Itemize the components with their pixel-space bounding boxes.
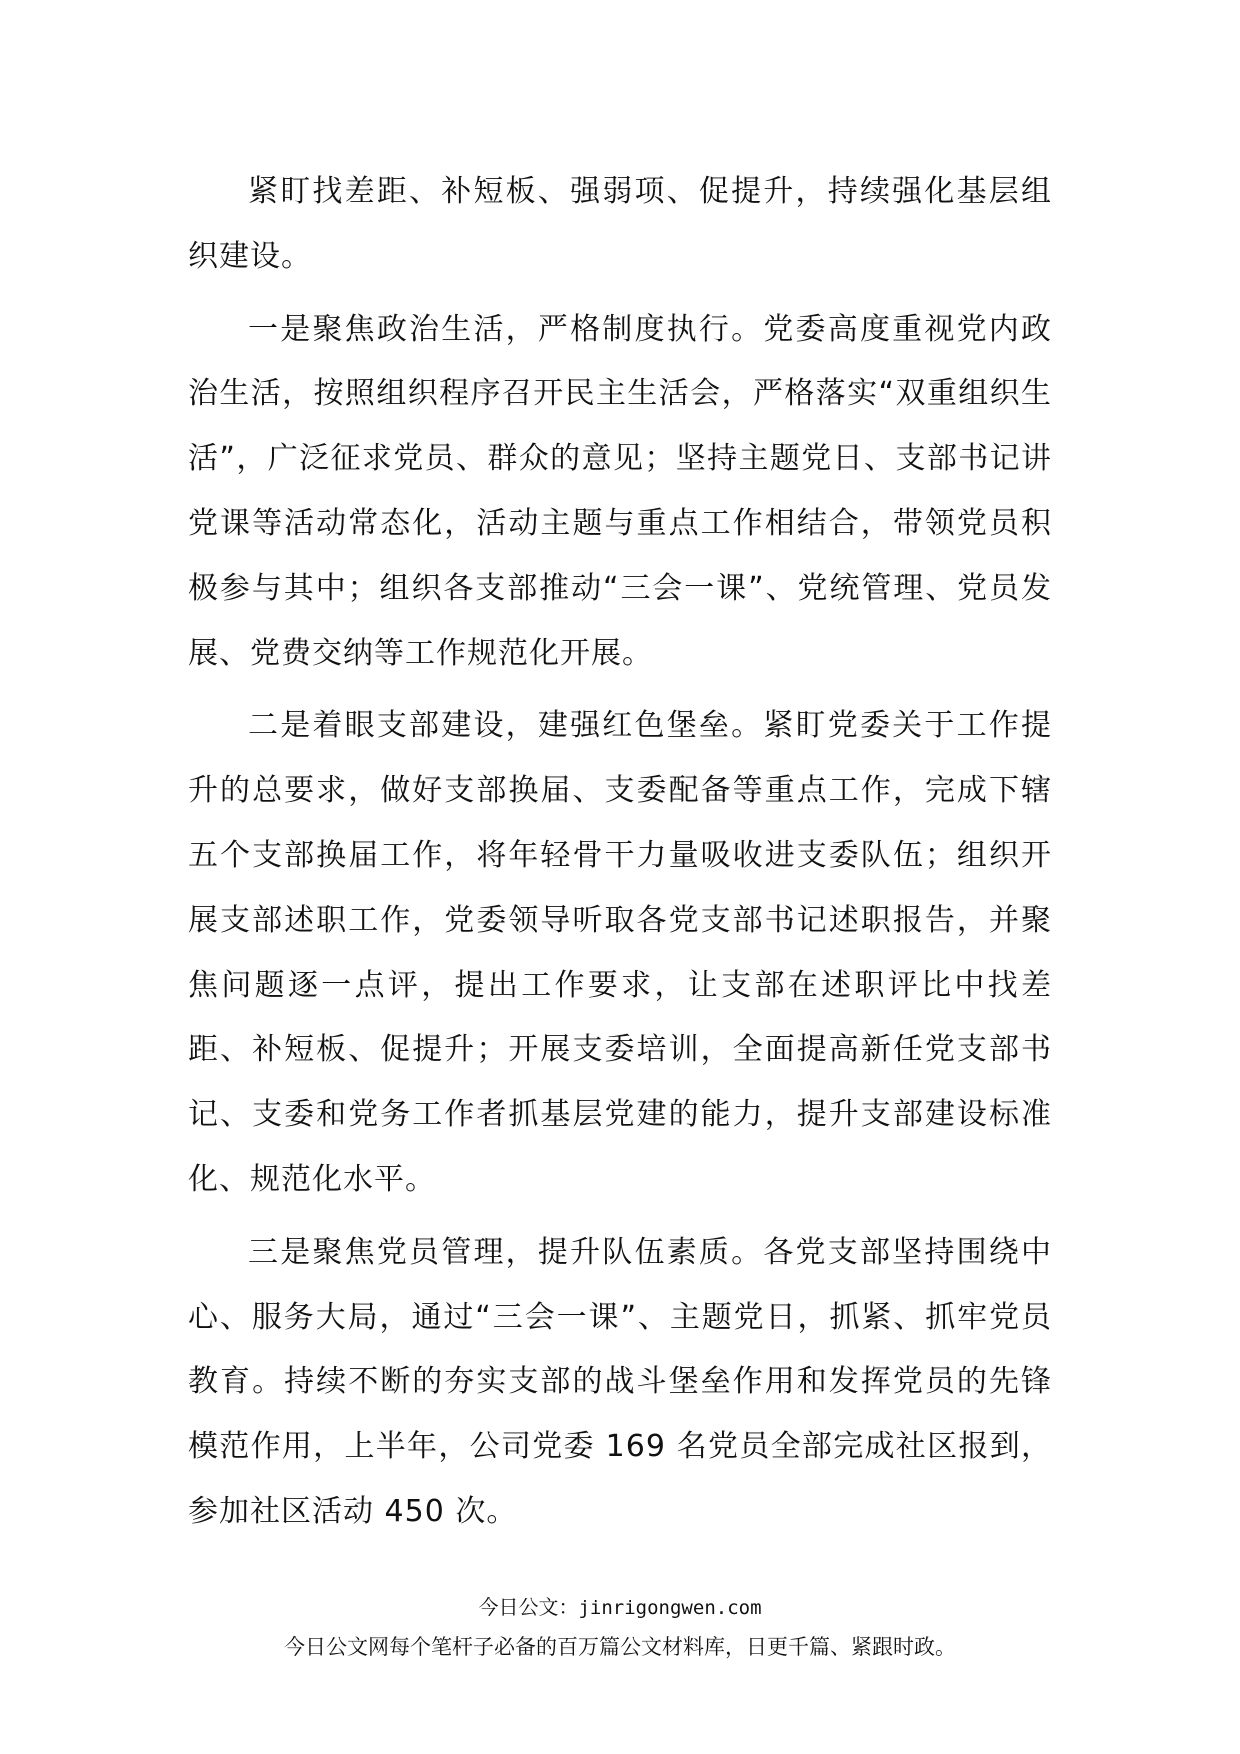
footer-slogan: 今日公文网每个笔杆子必备的百万篇公文材料库，日更千篇、紧跟时政。: [284, 1635, 956, 1659]
document-body: [188, 160, 1052, 1549]
paragraph-intro: 紧盯找差距、补短板、强弱项、促提升，持续强化基层组织建设。: [188, 174, 1052, 274]
paragraph-branch-building: 二是着眼支部建设，建强红色堡垒。紧盯党委关于工作提升的总要求，做好支部换届、支委配备等重点工作，完成下辖五个支部换届工作，将年轻骨干力量吸收进支委队伍；组织开展支部述职工作，党委领导听取各党支部书记述职报告，并聚焦问题逐一点评，提出工作要求，让支部在述职评比中找差距、补短板、促提升；开展支委培训，全面提高新任党支部书记、支委和党务工作者抓基层党建的能力，提升支部建设标准化、规范化水平。: [188, 708, 1052, 1197]
footer-label: 今日公文：: [478, 1595, 579, 1619]
footer-source: [0, 1592, 1240, 1623]
footer-site-link[interactable]: jinrigongwen.com: [578, 1597, 762, 1619]
paragraph-political-life: 一是聚焦政治生活，严格制度执行。党委高度重视党内政治生活，按照组织程序召开民主生活会，严格落实“双重组织生活”，广泛征求党员、群众的意见；坚持主题党日、支部书记讲党课等活动常态化，活动主题与重点工作相结合，带领党员积极参与其中；组织各支部推动“三会一课”、党统管理、党员发展、党费交纳等工作规范化开展。: [188, 311, 1052, 671]
paragraph-member-management: 三是聚焦党员管理，提升队伍素质。各党支部坚持围绕中心、服务大局，通过“三会一课”、主题党日，抓紧、抓牢党员教育。持续不断的夯实支部的战斗堡垒作用和发挥党员的先锋模范作用，上半年，公司党委 169 名党员全部完成社区报到，参加社区活动 450 次。: [188, 1234, 1052, 1529]
